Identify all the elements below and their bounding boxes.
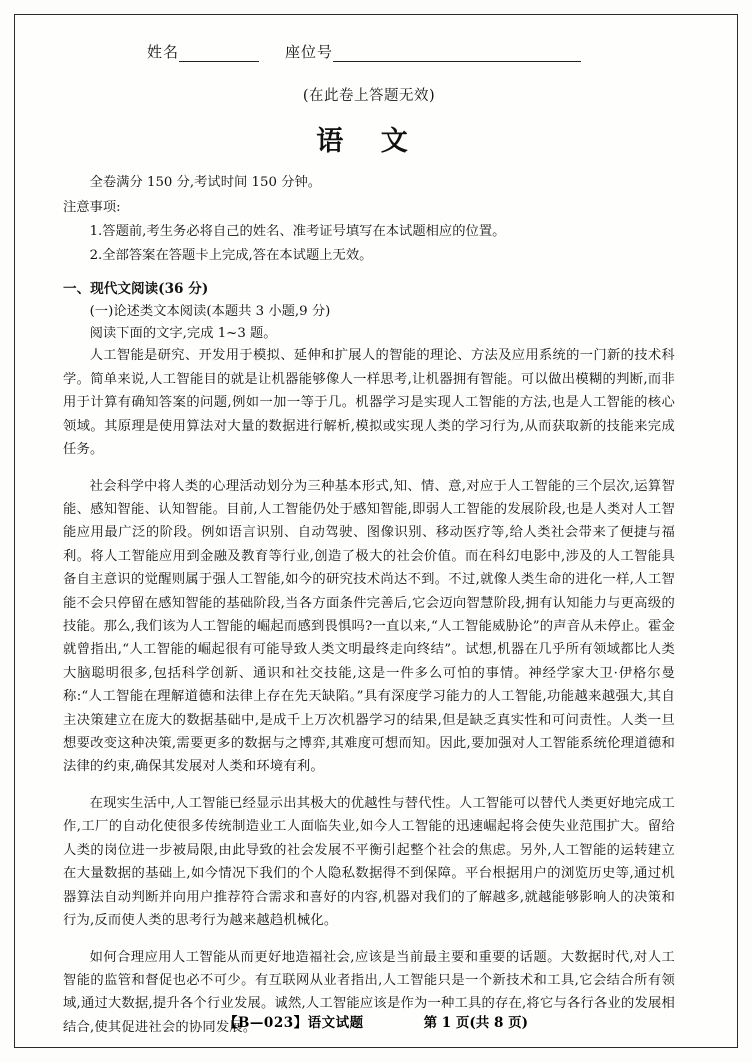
page-content <box>63 41 675 1053</box>
seat-number-field[interactable] <box>333 48 581 62</box>
section-heading: 一、现代文阅读(36 分) <box>63 281 209 298</box>
name-field[interactable] <box>179 48 259 62</box>
section-instruction: 阅读下面的文字,完成 1~3 题。 <box>89 326 277 342</box>
page-footer <box>15 1011 737 1031</box>
passage-paragraph-4: 如何合理应用人工智能从而更好地造福社会,应该是当前最主要和重要的话题。大数据时代,对人工智能的监管和督促也必不可少。有互联网从业者指出,人工智能只是一个新技术和工具,它会结合所有领域,通过大数据,提升各个行业发展。诚然,人工智能应该是作为一种工具的存在,将它与各行各业的发展相结合,使其促进社会的协同发展。 <box>63 949 675 1035</box>
passage-paragraph-3: 在现实生活中,人工智能已经显示出其极大的优越性与替代性。人工智能可以替代人类更好地完成工作,工厂的自动化使很多传统制造业工人面临失业,如今人工智能的迅速崛起将会使失业范围扩大。留给人类的岗位进一步被局限,由此导致的社会发展不平衡引起整个社会的焦虑。另外,人工智能的运转建立在大量数据的基础上,如今情况下我们的个人隐私数据得不到保障。平台根据用户的浏览历史等,通过机器算法自动判断并向用户推荐符合需求和喜好的内容,机器对我们的了解越多,就越能够影响人的决策和行为,反而使人类的思考行为越来越趋机械化。 <box>63 796 675 929</box>
score-and-time: 全卷满分 150 分,考试时间 150 分钟。 <box>89 175 322 190</box>
name-label: 姓名 <box>147 43 180 61</box>
passage-paragraph-2: 社会科学中将人类的心理活动划分为三种基本形式,知、情、意,对应于人工智能的三个层次,运算智能、感知智能、认知智能。目前,人工智能仍处于感知智能,即弱人工智能的发展阶段,也是人类对人工智能应用最广泛的阶段。例如语言识别、自动驾驶、图像识别、移动医疗等,给人类社会带来了便捷与福利。将人工智能应用到金融及教育等行业,创造了极大的社会价值。而在科幻电影中,涉及的人工智能具备自主意识的觉醒则属于强人工智能,如今的研究技术尚达不到。不过,就像人类生命的进化一样,人工智能不会只停留在感知智能的基础阶段,当各方面条件完善后,它会迈向智慧阶段,拥有认知能力与更高级的技能。那么,我们该为人工智能的崛起而感到畏惧吗?一直以来,“人工智能威胁论”的声音从未停止。霍金就曾指出,“人工智能的崛起很有可能导致人类文明最终走向终结”。试想,机器在几乎所有领域都比人类大脑聪明很多,包括科学创新、通识和社交技能,这是一件多么可怕的事情。神经学家大卫·伊格尔曼称:“人工智能在理解道德和法律上存在先天缺陷。”具有深度学习能力的人工智能,功能越来越强大,其自主决策建立在庞大的数据基础中,是成千上万次机器学习的结果,但是缺乏真实性和可问责性。人类一旦想要改变这种决策,需要更多的数据与之博弈,其难度可想而知。因此,要加强对人工智能系统伦理道德和法律的约束,确保其发展对人类和环境有利。 <box>63 478 675 775</box>
section-sub-heading: (一)论述类文本阅读(本题共 3 小题,9 分) <box>89 304 331 320</box>
passage-paragraph-1: 人工智能是研究、开发用于模拟、延伸和扩展人的智能的理论、方法及应用系统的一门新的技术科学。简单来说,人工智能目的就是让机器能够像人一样思考,让机器拥有智能。可以做出模糊的判断,而非用于计算有确知答案的问题,例如一加一等于几。机器学习是实现人工智能的方法,也是人工智能的核心领域。其原理是使用算法对大量的数据进行解析,模拟或实现人类的学习行为,从而获取新的技能来完成任务。 <box>63 348 675 457</box>
notice-item-1: 1.答题前,考生务必将自己的姓名、准考证号填写在本试题相应的位置。 <box>89 223 506 239</box>
notice-item-2: 2.全部答案在答题卡上完成,答在本试题上无效。 <box>89 247 373 263</box>
identity-line <box>147 41 675 62</box>
no-effect-note: (在此卷上答题无效) <box>302 88 436 104</box>
page-border <box>14 14 738 1048</box>
paper-code: 【B—023】语文试题 <box>224 1015 364 1031</box>
page-title: 语 文 <box>316 126 422 157</box>
notice-title: 注意事项: <box>63 199 121 215</box>
seat-number-label: 座位号 <box>285 43 334 61</box>
page-number: 第 1 页(共 8 页) <box>423 1015 528 1031</box>
